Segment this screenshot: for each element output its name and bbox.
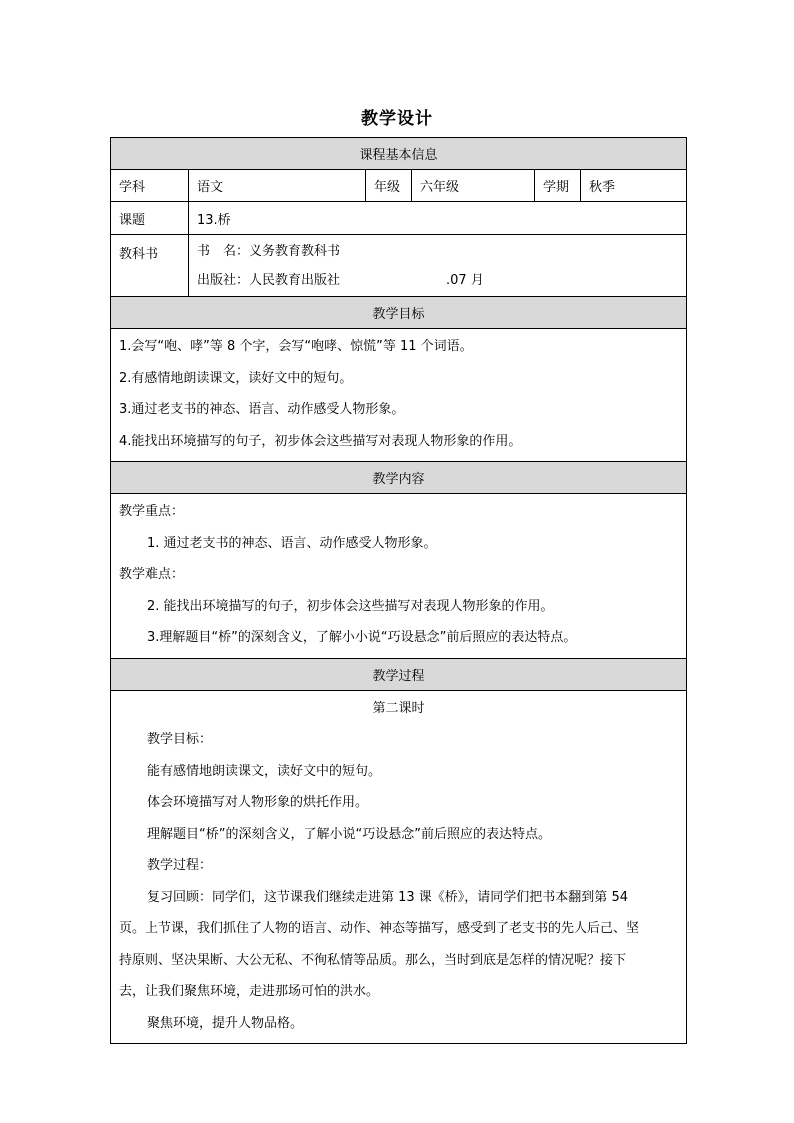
objective-item: 4.能找出环境描写的句子，初步体会这些描写对表现人物形象的作用。 xyxy=(119,433,522,449)
info-row-lesson xyxy=(111,202,686,235)
difficulty-item: 3.理解题目“桥”的深刻含义，了解小小说“巧设悬念”前后照应的表达特点。 xyxy=(147,630,577,645)
objectives-block xyxy=(111,329,686,462)
edition-date: .07 月 xyxy=(446,272,484,288)
publisher-text: 出版社：人民教育出版社 xyxy=(197,272,341,288)
objective-item: 2.有感情地朗读课文，读好文中的短句。 xyxy=(119,370,353,386)
review-paragraph-line: 持原则、坚决果断、大公无私、不徇私情等品质。那么，当时到底是怎样的情况呢？接下 xyxy=(119,952,627,968)
subject-value: 语文 xyxy=(189,170,366,201)
period-title: 第二课时 xyxy=(372,700,425,716)
process-goal-label: 教学目标： xyxy=(147,732,213,747)
review-paragraph-line: 复习回顾：同学们，这节课我们继续走进第 13 课《桥》，请同学们把书本翻到第 54 xyxy=(147,889,628,905)
focus-line: 聚焦环境，提升人物品格。 xyxy=(147,1015,304,1031)
textbook-label: 教科书 xyxy=(111,235,189,296)
section-header-process: 教学过程 xyxy=(111,659,686,691)
info-row-subject xyxy=(111,170,686,202)
process-block xyxy=(111,691,686,1044)
lesson-value: 13.桥 xyxy=(197,212,231,228)
difficulty-item: 2. 能找出环境描写的句子，初步体会这些描写对表现人物形象的作用。 xyxy=(147,598,554,614)
textbook-details xyxy=(189,235,686,296)
key-points-label: 教学重点： xyxy=(119,504,185,519)
content-block xyxy=(111,494,686,659)
section-header-content: 教学内容 xyxy=(111,462,686,494)
section-header-objectives: 教学目标 xyxy=(111,297,686,329)
process-steps-label: 教学过程： xyxy=(147,858,213,873)
review-paragraph-line: 去，让我们聚焦环境，走进那场可怕的洪水。 xyxy=(119,984,380,999)
review-paragraph-line: 页。上节课，我们抓住了人物的语言、动作、神态等描写，感受到了老支书的先人后己、坚 xyxy=(119,921,640,936)
process-goal-item: 理解题目“桥”的深刻含义，了解小说“巧设悬念”前后照应的表达特点。 xyxy=(147,826,551,842)
document-title: 教学设计 xyxy=(361,109,433,129)
term-value: 秋季 xyxy=(589,180,616,195)
subject-label: 学科 xyxy=(111,170,189,201)
lesson-label: 课题 xyxy=(111,202,189,234)
grade-value: 六年级 xyxy=(412,170,535,201)
key-point-item: 1. 通过老支书的神态、语言、动作感受人物形象。 xyxy=(147,535,437,551)
process-goal-item: 能有感情地朗读课文，读好文中的短句。 xyxy=(147,763,382,779)
term-label: 学期 xyxy=(535,170,581,201)
info-row-textbook xyxy=(111,235,686,297)
objective-item: 3.通过老支书的神态、语言、动作感受人物形象。 xyxy=(119,402,405,417)
objective-item: 1.会写“咆、哮”等 8 个字，会写“咆哮、惊慌”等 11 个词语。 xyxy=(119,339,473,354)
lesson-plan-table xyxy=(110,137,687,1044)
book-name-line: 书 名：义务教育教科书 xyxy=(197,243,341,259)
process-goal-item: 体会环境描写对人物形象的烘托作用。 xyxy=(147,795,369,810)
difficulty-label: 教学难点： xyxy=(119,567,185,582)
publisher-line xyxy=(197,266,484,295)
section-header-basic-info: 课程基本信息 xyxy=(111,138,686,170)
grade-label: 年级 xyxy=(366,170,412,201)
